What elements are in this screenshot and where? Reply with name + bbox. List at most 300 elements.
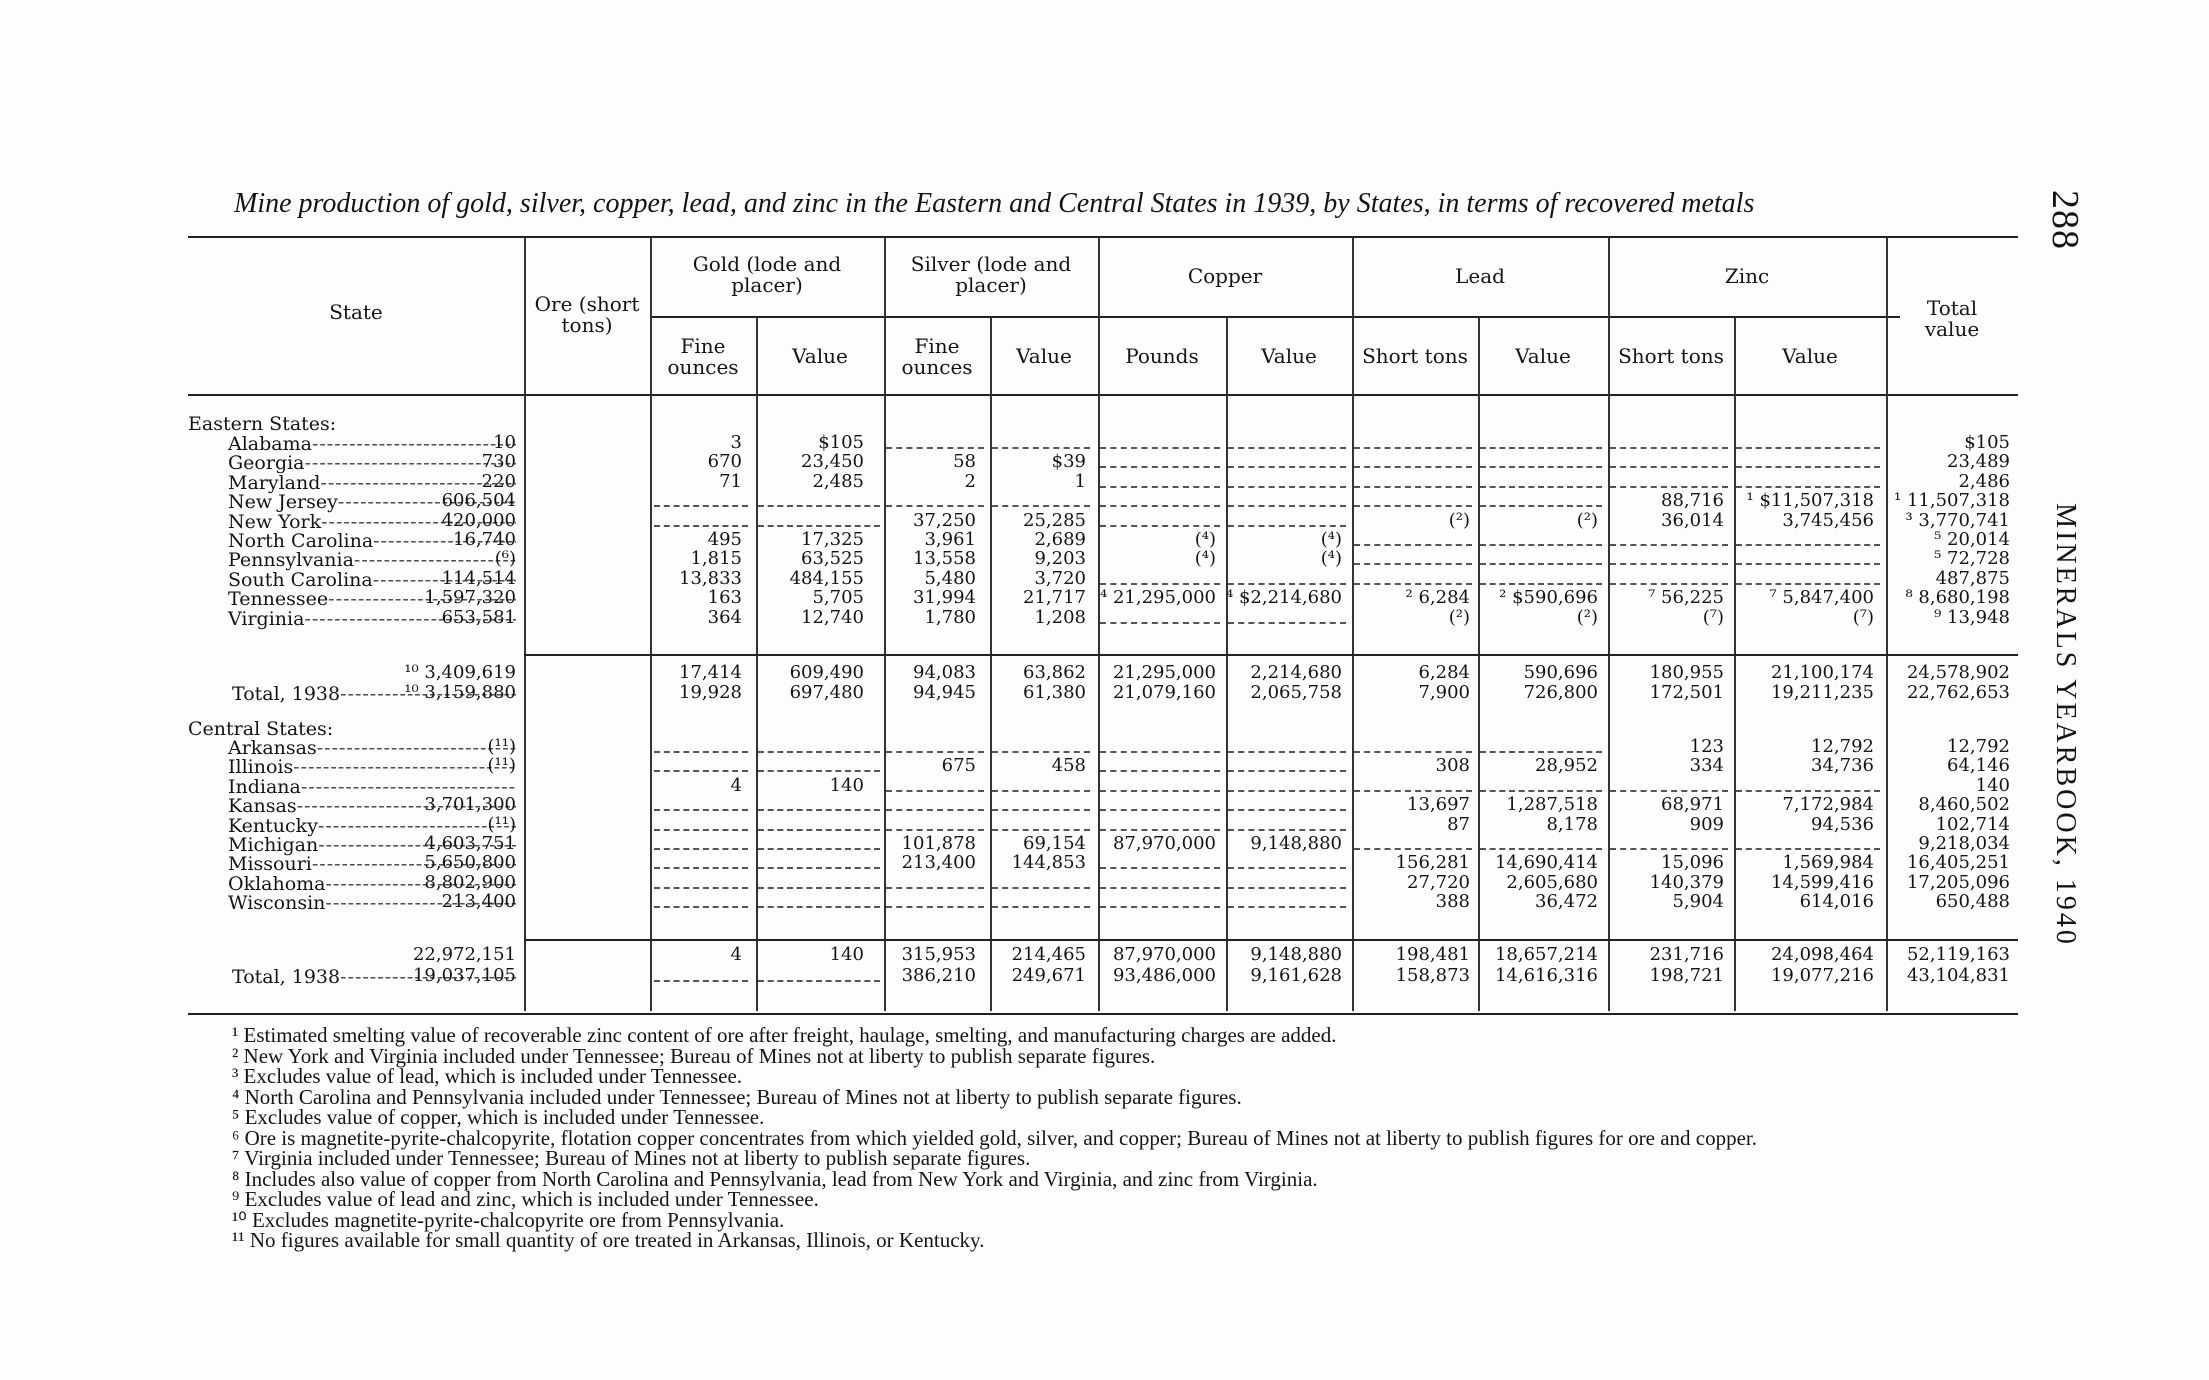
table-cell: 156,281 xyxy=(1395,852,1470,874)
table-cell: 13,833 xyxy=(679,567,742,589)
table-cell: 88,716 xyxy=(1661,490,1724,512)
table-cell: ¹ $11,507,318 xyxy=(1746,490,1874,512)
empty-cell-rule xyxy=(992,751,1090,753)
empty-cell-rule xyxy=(1480,583,1602,585)
empty-cell-rule xyxy=(1480,563,1602,565)
group-label-eastern: Eastern States: xyxy=(188,413,337,435)
table-cell: 63,525 xyxy=(801,548,864,570)
empty-cell-rule xyxy=(1228,770,1346,772)
table-cell: 614,016 xyxy=(1799,891,1874,913)
empty-cell-rule xyxy=(886,751,984,753)
table-cell: 19,037,105 xyxy=(412,965,516,986)
state-name: Alabama xyxy=(228,433,312,455)
table-cell: 198,721 xyxy=(1649,965,1724,986)
table-cell: 13,558 xyxy=(913,548,976,570)
table-cell: 140,379 xyxy=(1649,871,1724,893)
empty-cell-rule xyxy=(1354,563,1472,565)
table-cell: 3 xyxy=(730,432,742,453)
subtotal-rule xyxy=(524,939,2018,941)
state-name: Kansas xyxy=(228,795,297,818)
table-cell: 3,745,456 xyxy=(1782,509,1874,531)
empty-cell-rule xyxy=(1100,770,1220,772)
table-cell: 334 xyxy=(1689,755,1724,777)
table-cell: ¹ 11,507,318 xyxy=(1894,490,2010,512)
table-cell: ⁴ $2,214,680 xyxy=(1226,587,1342,609)
header-total-line2: value xyxy=(1924,317,1980,341)
empty-cell-rule xyxy=(992,447,1090,449)
table-cell: 2,605,680 xyxy=(1506,871,1598,893)
subheader-line: Short tons xyxy=(1362,344,1468,368)
table-cell: 9,203 xyxy=(1034,548,1086,570)
table-cell: 27,720 xyxy=(1407,871,1470,893)
table-cell: ⁷ 5,847,400 xyxy=(1769,587,1874,609)
header-total xyxy=(1886,298,2018,340)
table-cell: 8,178 xyxy=(1546,813,1598,835)
footnote: ² New York and Virginia included under Tennessee; Bureau of Mines not at liberty to publish separate figures. xyxy=(232,1043,1156,1068)
table-cell: 180,955 xyxy=(1649,662,1724,683)
table-cell: (⁴) xyxy=(1320,548,1342,570)
table-cell: 28,952 xyxy=(1535,755,1598,777)
empty-cell-rule xyxy=(886,809,984,811)
table-cell: 2,485 xyxy=(812,470,864,492)
subheader-silver-value xyxy=(990,346,1098,367)
footnote: ¹¹ No figures available for small quantity of ore treated in Arkansas, Illinois, or Kentucky. xyxy=(232,1228,985,1252)
table-cell: 144,853 xyxy=(1011,852,1086,874)
table-cell: 22,972,151 xyxy=(412,944,516,965)
empty-cell-rule xyxy=(1228,486,1346,488)
table-cell: 94,536 xyxy=(1811,813,1874,835)
table-cell: 4 xyxy=(730,774,742,796)
empty-cell-rule xyxy=(1354,466,1472,468)
table-cell: 484,155 xyxy=(789,567,864,589)
running-head xyxy=(2035,495,2095,955)
table-cell: 214,465 xyxy=(1011,944,1086,965)
empty-cell-rule xyxy=(1610,583,1728,585)
empty-cell-rule xyxy=(992,505,1090,507)
table-cell: (⁴) xyxy=(1320,529,1342,550)
header-state xyxy=(188,302,524,323)
footnote: ⁷ Virginia included under Tennessee; Bureau of Mines not at liberty to publish separate figures. xyxy=(232,1146,1031,1170)
table-cell: 17,205,096 xyxy=(1906,871,2010,893)
table-cell: 23,450 xyxy=(801,451,864,473)
table-cell: 140 xyxy=(1975,774,2010,796)
state-name: Wisconsin xyxy=(228,892,326,915)
table-cell: 102,714 xyxy=(1935,813,2010,835)
header-ore-line2: tons) xyxy=(561,313,613,337)
table-cell: 21,717 xyxy=(1023,587,1086,609)
subheader-silver-ounces xyxy=(884,336,990,378)
table-cell: 5,480 xyxy=(924,567,976,589)
footnote: ⁴ North Carolina and Pennsylvania included under Tennessee; Bureau of Mines not at liberty to publish separate figures. xyxy=(232,1084,1242,1109)
empty-cell-rule xyxy=(1354,505,1472,507)
table-cell: 909 xyxy=(1689,813,1724,835)
table-cell: 14,616,316 xyxy=(1494,965,1598,986)
empty-cell-rule xyxy=(1228,809,1346,811)
empty-cell-rule xyxy=(654,867,748,869)
empty-cell-rule xyxy=(992,887,1090,889)
table-cell: 1 xyxy=(1074,470,1086,492)
table-cell: 94,083 xyxy=(913,662,976,683)
state-name: Total, 1938 xyxy=(232,966,341,988)
table-cell: (²) xyxy=(1576,606,1598,628)
table-cell: 213,400 xyxy=(441,891,516,913)
subheader-line: ounces xyxy=(667,355,739,379)
subheader-zinc-tons xyxy=(1608,346,1734,367)
empty-cell-rule xyxy=(1228,505,1346,507)
table-cell: 68,971 xyxy=(1661,794,1724,816)
footnote: ⁹ Excludes value of lead and zinc, which is included under Tennessee. xyxy=(232,1187,819,1211)
table-cell: 495 xyxy=(707,529,742,550)
table-cell: 6,284 xyxy=(1418,662,1470,683)
state-name: New York xyxy=(228,510,322,533)
table-cell: 9,148,880 xyxy=(1250,833,1342,854)
header-silver xyxy=(884,254,1098,296)
table-cell: 458 xyxy=(1051,755,1086,777)
footnote: ³ Excludes value of lead, which is included under Tennessee. xyxy=(232,1064,743,1088)
table-cell: ⁵ 72,728 xyxy=(1934,548,2010,570)
table-cell: (⁴) xyxy=(1194,548,1216,570)
empty-cell-rule xyxy=(1480,447,1602,449)
table-cell: 17,414 xyxy=(679,662,742,683)
table-cell: 94,945 xyxy=(913,682,976,703)
empty-cell-rule xyxy=(758,829,880,831)
empty-cell-rule xyxy=(1100,790,1220,792)
table-cell: 420,000 xyxy=(441,509,516,531)
table-cell: 1,815 xyxy=(690,548,742,570)
header-silver-line2: placer) xyxy=(955,273,1027,297)
state-name: Arkansas xyxy=(228,737,317,759)
table-cell: 71 xyxy=(719,470,742,492)
empty-cell-rule xyxy=(1228,525,1346,527)
table-cell: 36,472 xyxy=(1535,891,1598,913)
empty-cell-rule xyxy=(1100,622,1220,624)
footnote: ¹ Estimated smelting value of recoverable zinc content of ore after freight, haulage, smelting, and manufacturing charges are added. xyxy=(232,1023,1337,1047)
table-cell: 12,792 xyxy=(1947,736,2010,757)
table-cell: (²) xyxy=(1576,509,1598,531)
subheader-line: Value xyxy=(1515,344,1571,368)
table-cell: 87,970,000 xyxy=(1112,944,1216,965)
table-cell: 726,800 xyxy=(1523,682,1598,703)
table-cell: (⁶) xyxy=(494,548,516,570)
footnote: ⁵ Excludes value of copper, which is included under Tennessee. xyxy=(232,1105,765,1129)
state-name: Virginia xyxy=(228,607,305,630)
table-cell: 5,904 xyxy=(1672,891,1724,913)
table-cell: ¹⁰ 3,409,619 xyxy=(404,662,516,683)
header-state-label: State xyxy=(329,300,383,324)
table-cell: 609,490 xyxy=(789,662,864,683)
empty-cell-rule xyxy=(1354,486,1472,488)
state-name: Tennessee xyxy=(228,588,329,611)
empty-cell-rule xyxy=(1610,486,1728,488)
table-cell: 163 xyxy=(707,587,742,609)
empty-cell-rule xyxy=(1228,906,1346,908)
empty-cell-rule xyxy=(654,829,748,831)
empty-cell-rule xyxy=(1736,544,1880,546)
table-cell: 63,862 xyxy=(1023,662,1086,683)
table-caption: Mine production of gold, silver, copper, lead, and zinc in the Eastern and Central States in 1939, by States, in terms of recovered metals xyxy=(234,188,1755,219)
table-top-rule xyxy=(188,236,2018,238)
table-cell: 9,218,034 xyxy=(1918,833,2010,854)
table-cell: (⁷) xyxy=(1852,606,1874,628)
table-cell: 52,119,163 xyxy=(1906,944,2010,965)
table-cell: 25,285 xyxy=(1023,509,1086,531)
table-cell: (⁴) xyxy=(1194,529,1216,550)
subheader-line: Value xyxy=(792,344,848,368)
footnote: ⁶ Ore is magnetite-pyrite-chalcopyrite, flotation copper concentrates from which yielded gold, silver, and copper; Bureau of Mines not at liberty to publish figures for ore and copper. xyxy=(232,1125,1758,1150)
empty-cell-rule xyxy=(1610,447,1728,449)
table-cell: ⁴ 21,295,000 xyxy=(1100,587,1216,609)
table-cell: 61,380 xyxy=(1023,682,1086,703)
table-cell: 8,460,502 xyxy=(1918,794,2010,816)
empty-cell-rule xyxy=(1354,447,1472,449)
table-cell: 2,065,758 xyxy=(1250,682,1342,703)
table-cell: 64,146 xyxy=(1947,755,2010,777)
table-cell: 5,650,800 xyxy=(424,852,516,874)
empty-cell-rule xyxy=(758,906,880,908)
subheader-zinc-value xyxy=(1734,346,1886,367)
table-cell: 21,295,000 xyxy=(1112,662,1216,683)
empty-cell-rule xyxy=(758,980,880,982)
empty-cell-rule xyxy=(1480,848,1602,850)
table-cell: 12,740 xyxy=(801,606,864,628)
table-cell: 220 xyxy=(481,470,516,492)
table-cell: 2 xyxy=(964,470,976,492)
table-cell: 7,900 xyxy=(1418,682,1470,703)
table-cell: (²) xyxy=(1448,509,1470,531)
empty-cell-rule xyxy=(1610,848,1728,850)
empty-cell-rule xyxy=(758,525,880,527)
table-cell: 12,792 xyxy=(1811,736,1874,757)
subheader-line: Pounds xyxy=(1125,344,1199,368)
table-cell: 37,250 xyxy=(913,509,976,531)
table-cell: 101,878 xyxy=(901,833,976,854)
table-cell: 653,581 xyxy=(441,606,516,628)
table-cell: 1,287,518 xyxy=(1506,794,1598,816)
table-cell: 16,405,251 xyxy=(1906,852,2010,874)
header-copper-label: Copper xyxy=(1187,264,1263,288)
table-cell: 21,100,174 xyxy=(1770,662,1874,683)
empty-cell-rule xyxy=(1480,544,1602,546)
empty-cell-rule xyxy=(1354,583,1472,585)
state-name: Indiana xyxy=(228,775,301,798)
empty-cell-rule xyxy=(1354,790,1472,792)
table-cell: 364 xyxy=(707,606,742,628)
state-name: Total, 1938 xyxy=(232,683,341,705)
header-total-line1: Total xyxy=(1926,296,1978,320)
header-ore-line1: Ore (short xyxy=(534,292,640,316)
empty-cell-rule xyxy=(654,770,748,772)
header-gold xyxy=(650,254,884,296)
table-cell: 172,501 xyxy=(1649,682,1724,703)
table-cell: 2,486 xyxy=(1958,470,2010,492)
empty-cell-rule xyxy=(654,887,748,889)
table-cell: 19,211,235 xyxy=(1770,682,1874,703)
empty-cell-rule xyxy=(1736,466,1880,468)
table-bottom-rule xyxy=(188,1013,2018,1015)
table-cell: 34,736 xyxy=(1811,755,1874,777)
empty-cell-rule xyxy=(1354,848,1472,850)
header-ore xyxy=(524,294,650,336)
empty-cell-rule xyxy=(886,906,984,908)
table-cell: 308 xyxy=(1435,755,1470,777)
table-cell: 3,701,300 xyxy=(424,794,516,816)
empty-cell-rule xyxy=(1228,867,1346,869)
table-cell: 140 xyxy=(829,774,864,796)
table-cell: 7,172,984 xyxy=(1782,794,1874,816)
table-cell: 4,603,751 xyxy=(424,833,516,854)
table-cell: 140 xyxy=(829,944,864,965)
empty-cell-rule xyxy=(1736,447,1880,449)
table-cell: 17,325 xyxy=(801,529,864,550)
empty-cell-rule xyxy=(1610,544,1728,546)
state-name: Illinois xyxy=(228,756,294,779)
empty-cell-rule xyxy=(1736,563,1880,565)
empty-cell-rule xyxy=(1480,751,1602,753)
table-cell: 24,098,464 xyxy=(1770,944,1874,965)
empty-cell-rule xyxy=(1228,829,1346,831)
table-cell: ¹⁰ 3,159,880 xyxy=(404,682,516,703)
header-copper xyxy=(1098,266,1352,287)
table-cell: 43,104,831 xyxy=(1906,965,2010,986)
empty-cell-rule xyxy=(758,867,880,869)
empty-cell-rule xyxy=(1610,790,1728,792)
table-cell: 87 xyxy=(1447,813,1470,835)
table-cell: 10 xyxy=(493,432,516,453)
header-lead-label: Lead xyxy=(1455,264,1505,288)
table-cell: 3,720 xyxy=(1034,567,1086,589)
group-header-rule xyxy=(650,316,1900,318)
table-cell: 21,079,160 xyxy=(1112,682,1216,703)
page-number-text: 288 xyxy=(2044,190,2086,250)
subheader-gold-ounces xyxy=(650,336,756,378)
empty-cell-rule xyxy=(758,809,880,811)
empty-cell-rule xyxy=(1100,751,1220,753)
table-cell: 606,504 xyxy=(441,490,516,512)
table-cell: 697,480 xyxy=(789,682,864,703)
footnotes xyxy=(188,1025,2018,1251)
table-cell: 9,148,880 xyxy=(1250,944,1342,965)
table-cell: ³ 3,770,741 xyxy=(1905,509,2010,531)
table-cell: 93,486,000 xyxy=(1112,965,1216,986)
state-name: Georgia xyxy=(228,452,305,475)
empty-cell-rule xyxy=(654,809,748,811)
empty-cell-rule xyxy=(1100,829,1220,831)
empty-cell-rule xyxy=(1100,447,1220,449)
empty-cell-rule xyxy=(992,790,1090,792)
empty-cell-rule xyxy=(758,848,880,850)
header-bottom-rule xyxy=(188,394,2018,396)
state-name: Oklahoma xyxy=(228,872,326,895)
empty-cell-rule xyxy=(654,906,748,908)
table-cell: 675 xyxy=(941,755,976,777)
empty-cell-rule xyxy=(758,770,880,772)
table-cell: 15,096 xyxy=(1661,852,1724,874)
subheader-lead-value xyxy=(1478,346,1608,367)
empty-cell-rule xyxy=(1480,466,1602,468)
state-name: South Carolina xyxy=(228,568,373,591)
table-cell: 1,780 xyxy=(924,606,976,628)
table-cell: 36,014 xyxy=(1661,509,1724,531)
table-cell: 31,994 xyxy=(913,587,976,609)
table-cell: 22,762,653 xyxy=(1906,682,2010,703)
empty-cell-rule xyxy=(654,848,748,850)
table-cell: ⁵ 20,014 xyxy=(1934,529,2010,550)
table-cell: 87,970,000 xyxy=(1112,833,1216,854)
empty-cell-rule xyxy=(886,829,984,831)
subtotal-rule xyxy=(524,654,2018,656)
empty-cell-rule xyxy=(1100,867,1220,869)
empty-cell-rule xyxy=(1480,505,1602,507)
empty-cell-rule xyxy=(1228,751,1346,753)
table-cell: 1,597,320 xyxy=(424,587,516,609)
empty-cell-rule xyxy=(886,505,984,507)
empty-cell-rule xyxy=(1228,622,1346,624)
empty-cell-rule xyxy=(758,887,880,889)
table-cell: 5,705 xyxy=(812,587,864,609)
table-cell: $105 xyxy=(1964,432,2010,453)
table-cell: 386,210 xyxy=(901,965,976,986)
empty-cell-rule xyxy=(1100,809,1220,811)
state-name: Michigan xyxy=(228,834,319,856)
header-zinc xyxy=(1608,266,1886,287)
header-silver-line1: Silver (lode and xyxy=(910,252,1072,276)
table-cell: 1,208 xyxy=(1034,606,1086,628)
header-zinc-label: Zinc xyxy=(1724,264,1770,288)
table-cell: 730 xyxy=(481,451,516,473)
table-cell: 14,599,416 xyxy=(1770,871,1874,893)
table-cell: (¹¹) xyxy=(487,755,516,777)
table-cell: 14,690,414 xyxy=(1494,852,1598,874)
table-cell: 487,875 xyxy=(1935,567,2010,589)
table-cell: 8,802,900 xyxy=(424,871,516,893)
subheader-lead-tons xyxy=(1352,346,1478,367)
table-cell: (¹¹) xyxy=(487,736,516,757)
empty-cell-rule xyxy=(1228,447,1346,449)
table-cell: 388 xyxy=(1435,891,1470,913)
subheader-line: Value xyxy=(1016,344,1072,368)
table-cell: (²) xyxy=(1448,606,1470,628)
subheader-copper-value xyxy=(1226,346,1352,367)
subheader-line: Value xyxy=(1782,344,1838,368)
empty-cell-rule xyxy=(1354,544,1472,546)
footnote: ¹⁰ Excludes magnetite-pyrite-chalcopyrite ore from Pennsylvania. xyxy=(232,1207,785,1232)
table-cell: 213,400 xyxy=(901,852,976,874)
empty-cell-rule xyxy=(886,887,984,889)
empty-cell-rule xyxy=(1736,583,1880,585)
empty-cell-rule xyxy=(758,751,880,753)
col-rule xyxy=(524,238,526,1011)
table-cell: ² 6,284 xyxy=(1405,587,1470,609)
empty-cell-rule xyxy=(1100,906,1220,908)
table-cell: 16,740 xyxy=(453,529,516,550)
table-cell: 69,154 xyxy=(1023,833,1086,854)
table-cell: 670 xyxy=(707,451,742,473)
table-cell: 23,489 xyxy=(1947,451,2010,473)
table-cell: ² $590,696 xyxy=(1499,587,1598,609)
table-cell: ⁸ 8,680,198 xyxy=(1905,587,2010,609)
empty-cell-rule xyxy=(886,447,984,449)
empty-cell-rule xyxy=(1228,887,1346,889)
table-cell: 590,696 xyxy=(1523,662,1598,683)
empty-cell-rule xyxy=(1100,505,1220,507)
table-cell: 3,961 xyxy=(924,529,976,550)
table-cell: ⁷ 56,225 xyxy=(1648,587,1724,609)
table-cell: 2,689 xyxy=(1034,529,1086,550)
page-number xyxy=(2035,180,2095,260)
empty-cell-rule xyxy=(1100,887,1220,889)
group-label-central: Central States: xyxy=(188,718,334,740)
subheader-line: Fine xyxy=(914,334,960,358)
